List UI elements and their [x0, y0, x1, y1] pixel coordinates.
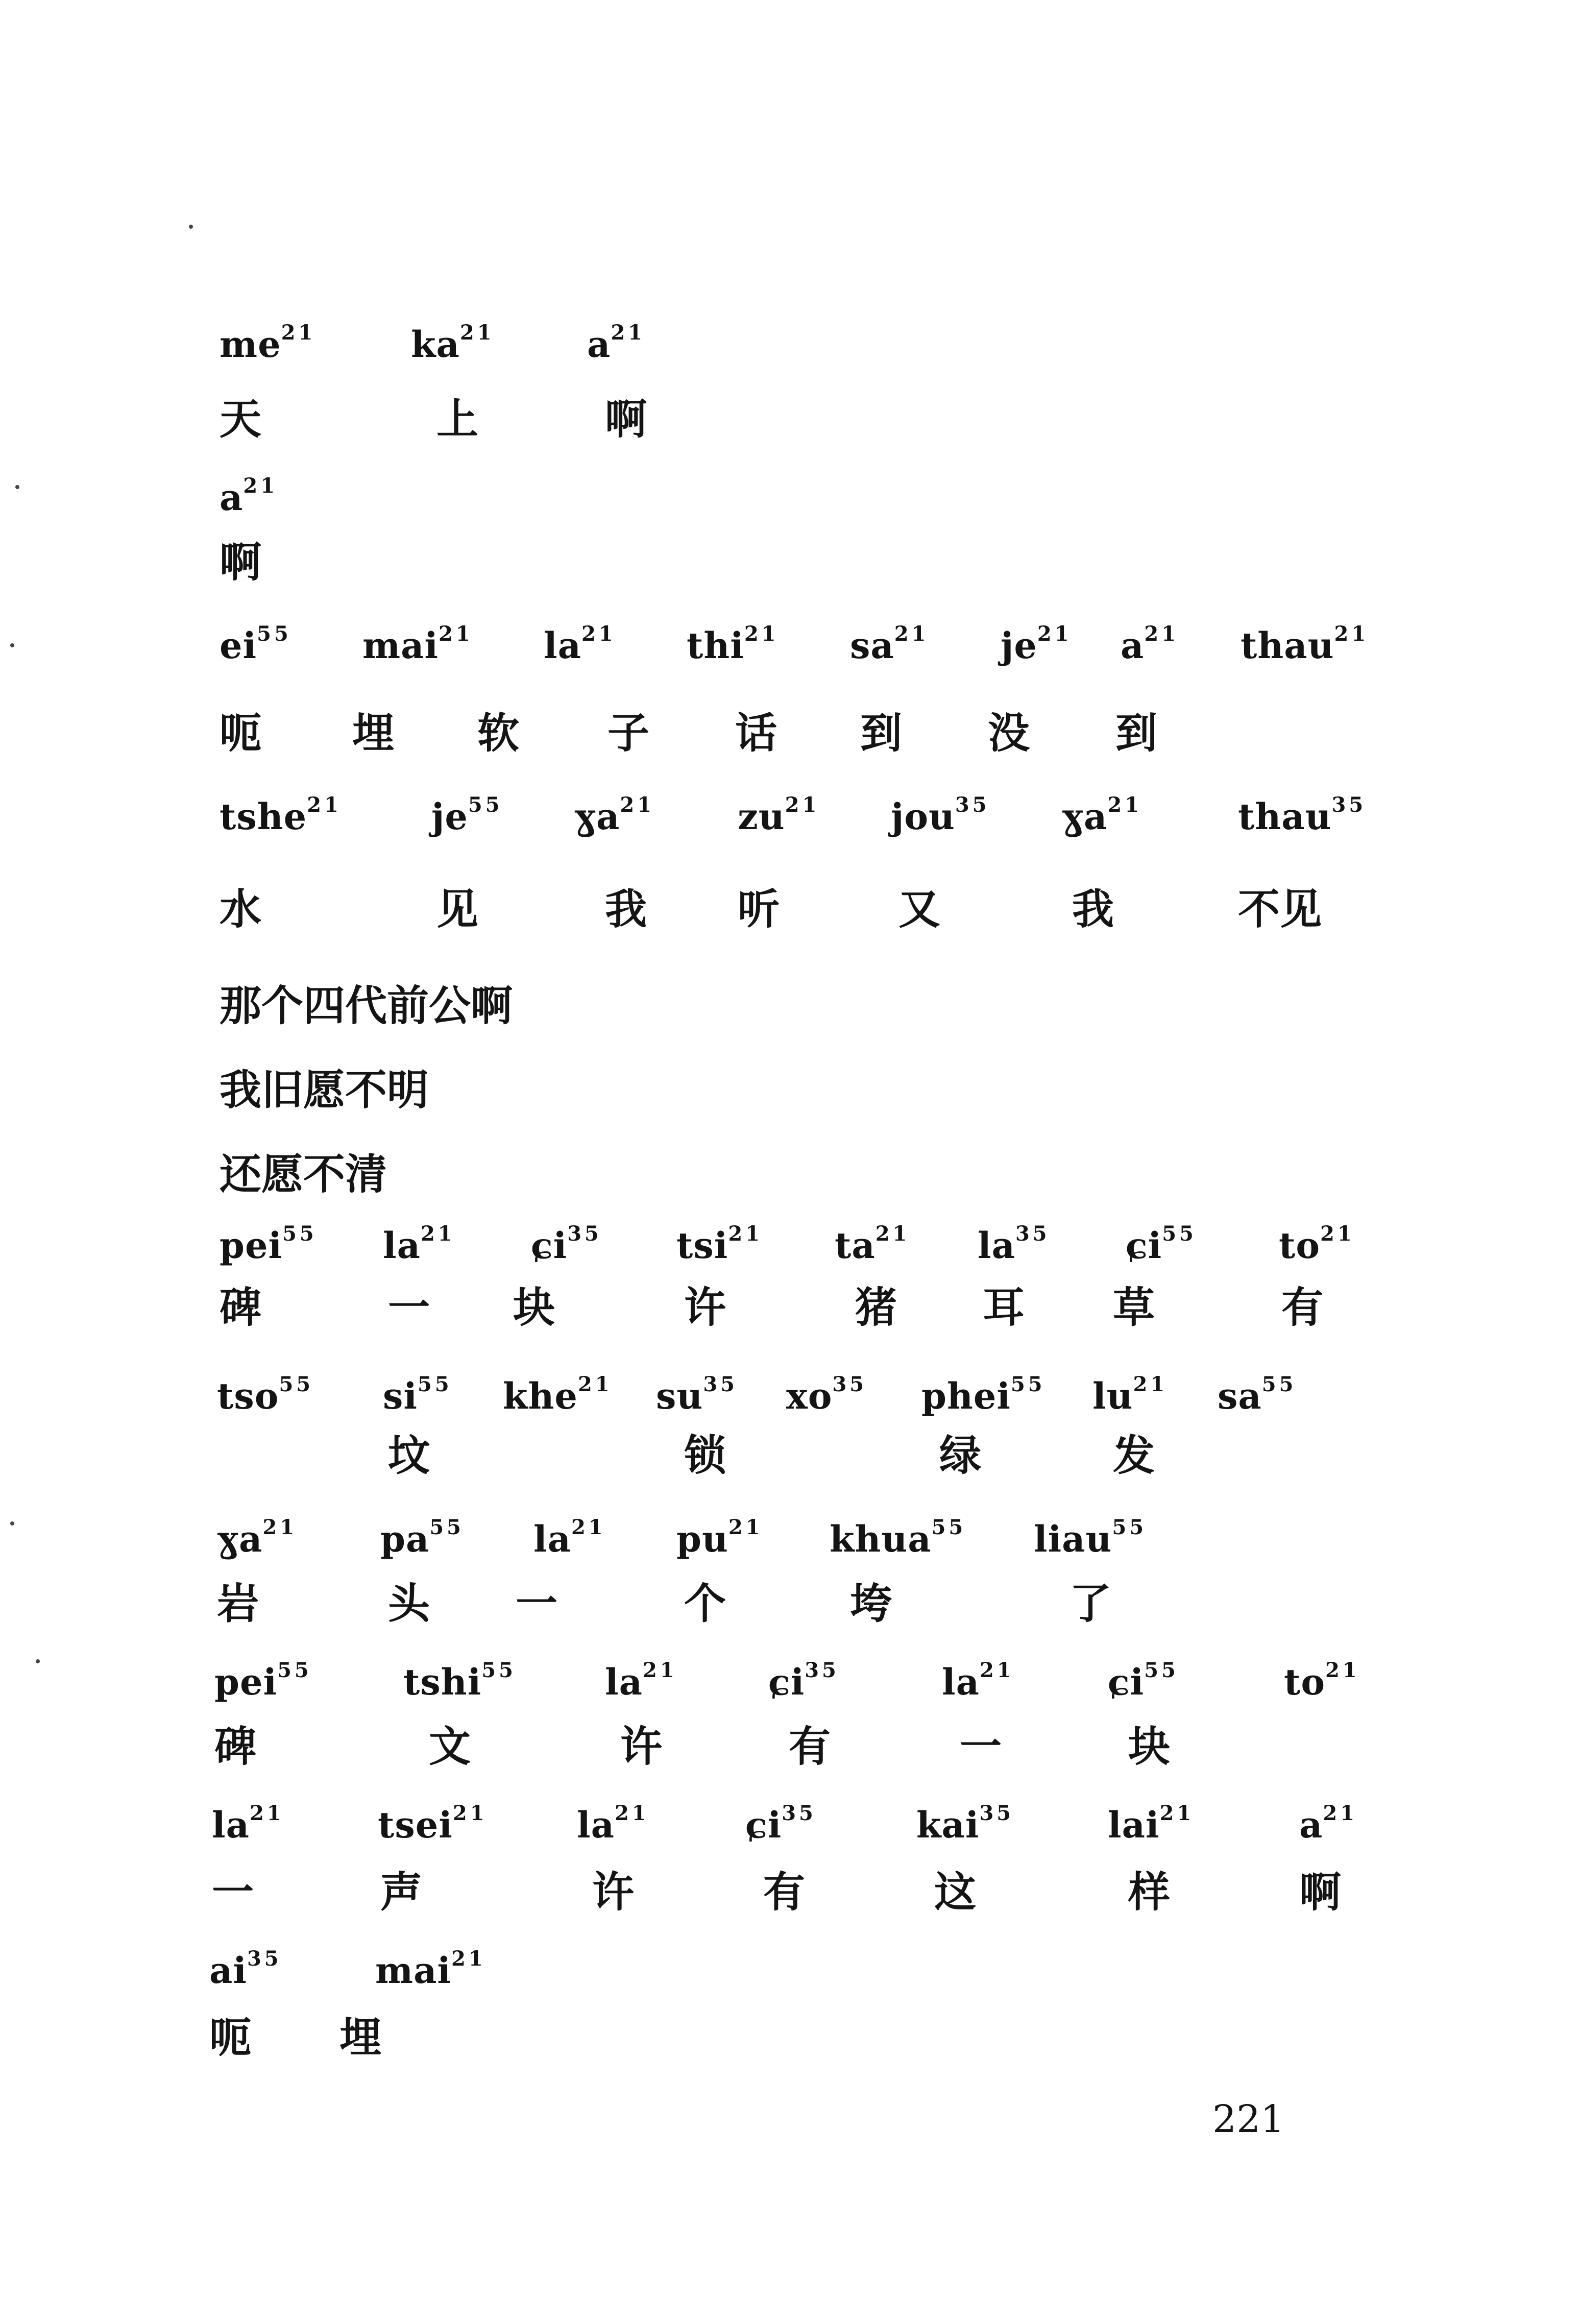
- syllable: pei$^{55}$: [214, 1658, 312, 1703]
- phonetic-line: [0, 1372, 1580, 1435]
- syllable: $ka^{21}$: [411, 321, 495, 366]
- syllable: tsi$^{21}$: [676, 1222, 763, 1267]
- syllable: $la^{21}$: [212, 1801, 284, 1846]
- syllable: $a^{21}$: [587, 321, 646, 366]
- syllable: kai$^{35}$: [916, 1801, 1014, 1846]
- phonetic-line: [0, 1947, 1580, 2009]
- gloss-word: 有: [763, 1868, 806, 1917]
- gloss-word: 样: [1128, 1868, 1171, 1917]
- gloss-word: 水: [220, 885, 262, 934]
- gloss-word: 碑: [220, 1283, 262, 1332]
- syllable: pei$^{55}$: [220, 1222, 317, 1267]
- syllable: $to^{21}$: [1284, 1658, 1360, 1703]
- phonetic-line: [0, 1801, 1580, 1863]
- gloss-word: 碑: [214, 1722, 257, 1771]
- gloss-word: 耳: [983, 1283, 1025, 1332]
- syllable: khua$^{55}$: [830, 1515, 966, 1560]
- phonetic-line: [0, 622, 1580, 684]
- gloss-word: 岩: [217, 1579, 259, 1628]
- free-translation-line: 还愿不清: [220, 1150, 387, 1199]
- syllable: $la^{21}$: [544, 622, 616, 667]
- gloss-word: 许: [620, 1722, 663, 1771]
- gloss-line: [0, 1868, 1580, 1927]
- gloss-line: [0, 538, 1580, 597]
- syllable: ɕi$^{55}$: [1126, 1222, 1197, 1267]
- gloss-word: 块: [513, 1283, 555, 1332]
- gloss-line: [0, 395, 1580, 454]
- page-number: 221: [1212, 2097, 1285, 2141]
- gloss-word: 绿: [939, 1431, 982, 1480]
- syllable: $sa^{21}$: [850, 622, 929, 667]
- phonetic-line: [0, 1222, 1580, 1284]
- syllable: $sa^{55}$: [1218, 1372, 1297, 1417]
- syllable: mai$^{21}$: [362, 622, 473, 667]
- gloss-word: 呃: [220, 709, 262, 758]
- gloss-word: 啊: [220, 538, 262, 587]
- syllable: $su^{35}$: [656, 1372, 738, 1417]
- gloss-word: 发: [1113, 1431, 1155, 1480]
- syllable: $a^{21}$: [1299, 1801, 1358, 1846]
- gloss-word: 声: [380, 1868, 423, 1917]
- syllable: $xo^{35}$: [786, 1372, 867, 1417]
- syllable: $to^{21}$: [1279, 1222, 1355, 1267]
- syllable: $a^{21}$: [1121, 622, 1179, 667]
- gloss-word: 到: [1115, 709, 1158, 758]
- syllable: $ta^{21}$: [835, 1222, 910, 1267]
- syllable: thau$^{21}$: [1241, 622, 1369, 667]
- syllable: $la^{21}$: [383, 1222, 455, 1267]
- syllable: tso$^{55}$: [217, 1372, 314, 1417]
- syllable: khe$^{21}$: [503, 1372, 613, 1417]
- phonetic-line: [0, 474, 1580, 536]
- phonetic-line: [0, 1658, 1580, 1721]
- syllable: phei$^{55}$: [921, 1372, 1046, 1417]
- gloss-line: [0, 1579, 1580, 1639]
- syllable: thi$^{21}$: [687, 622, 779, 667]
- gloss-line: [0, 2013, 1580, 2073]
- gloss-word: 子: [607, 709, 650, 758]
- syllable: $zu^{21}$: [738, 793, 820, 838]
- syllable: $pu^{21}$: [676, 1515, 763, 1560]
- gloss-word: 了: [1069, 1579, 1112, 1628]
- syllable: $si^{55}$: [383, 1372, 452, 1417]
- syllable: tsei$^{21}$: [378, 1801, 488, 1846]
- gloss-word: 猪: [855, 1283, 897, 1332]
- gloss-word: 啊: [1299, 1868, 1342, 1917]
- syllable: ɣa$^{21}$: [217, 1515, 298, 1560]
- syllable: $pa^{55}$: [380, 1515, 464, 1560]
- syllable: $ai^{35}$: [209, 1947, 282, 1992]
- gloss-word: 听: [738, 885, 780, 934]
- syllable: mai$^{21}$: [375, 1947, 486, 1992]
- syllable: $la^{35}$: [978, 1222, 1050, 1267]
- scan-speck: [36, 1659, 40, 1663]
- gloss-word: 一: [212, 1868, 254, 1917]
- gloss-word: 软: [477, 709, 520, 758]
- syllable: $lu^{21}$: [1092, 1372, 1168, 1417]
- gloss-line: [0, 709, 1580, 768]
- syllable: ɕi$^{35}$: [745, 1801, 816, 1846]
- syllable: tshe$^{21}$: [220, 793, 342, 838]
- gloss-word: 我: [605, 885, 647, 934]
- gloss-line: [0, 1431, 1580, 1491]
- scan-speck: [10, 1521, 14, 1526]
- scan-speck: [15, 485, 19, 489]
- gloss-word: 个: [684, 1579, 726, 1628]
- syllable: $je^{55}$: [431, 793, 503, 838]
- gloss-line: [0, 1722, 1580, 1782]
- gloss-word: 话: [735, 709, 777, 758]
- gloss-word: 坟: [388, 1431, 430, 1480]
- syllable: $a^{21}$: [220, 474, 278, 519]
- syllable: $la^{21}$: [533, 1515, 606, 1560]
- gloss-line: [0, 885, 1580, 945]
- syllable: $la^{21}$: [605, 1658, 677, 1703]
- syllable: lai$^{21}$: [1108, 1801, 1195, 1846]
- syllable: jou$^{35}$: [891, 793, 990, 838]
- gloss-word: 一: [388, 1283, 430, 1332]
- gloss-word: 这: [934, 1868, 977, 1917]
- syllable: $me^{21}$: [220, 321, 316, 366]
- gloss-word: 块: [1128, 1722, 1171, 1771]
- gloss-word: 我: [1072, 885, 1114, 934]
- gloss-word: 啊: [605, 395, 647, 444]
- gloss-word: 一: [960, 1722, 1002, 1771]
- syllable: tshi$^{55}$: [403, 1658, 516, 1703]
- syllable: $la^{21}$: [942, 1658, 1014, 1703]
- gloss-word: 埋: [352, 709, 395, 758]
- free-translation-line: 那个四代前公啊: [220, 981, 513, 1030]
- scan-speck: [189, 225, 193, 229]
- phonetic-line: [0, 321, 1580, 383]
- gloss-line: [0, 1283, 1580, 1343]
- syllable: $ei^{55}$: [220, 622, 291, 667]
- syllable: ɣa$^{21}$: [574, 793, 655, 838]
- gloss-word: 不见: [1238, 885, 1322, 934]
- gloss-word: 有: [789, 1722, 831, 1771]
- gloss-word: 锁: [684, 1431, 726, 1480]
- gloss-word: 见: [436, 885, 479, 934]
- syllable: liau$^{55}$: [1034, 1515, 1147, 1560]
- gloss-word: 文: [429, 1722, 471, 1771]
- gloss-word: 有: [1281, 1283, 1324, 1332]
- gloss-word: 草: [1113, 1283, 1155, 1332]
- gloss-word: 没: [988, 709, 1030, 758]
- gloss-word: 到: [860, 709, 903, 758]
- gloss-word: 又: [898, 885, 941, 934]
- phonetic-line: [0, 1515, 1580, 1578]
- syllable: thau$^{35}$: [1238, 793, 1367, 838]
- gloss-word: 呃: [209, 2013, 252, 2062]
- scan-speck: [10, 643, 14, 647]
- gloss-word: 一: [516, 1579, 558, 1628]
- syllable: ɕi$^{55}$: [1108, 1658, 1179, 1703]
- gloss-word: 天: [220, 395, 262, 444]
- gloss-word: 头: [388, 1579, 430, 1628]
- gloss-word: 许: [684, 1283, 726, 1332]
- syllable: ɣa$^{21}$: [1062, 793, 1143, 838]
- syllable: ɕi$^{35}$: [531, 1222, 602, 1267]
- gloss-word: 许: [592, 1868, 635, 1917]
- syllable: $je^{21}$: [1001, 622, 1072, 667]
- phonetic-line: [0, 793, 1580, 855]
- syllable: $la^{21}$: [577, 1801, 649, 1846]
- free-translation-line: 我旧愿不明: [220, 1066, 429, 1115]
- gloss-word: 垮: [850, 1579, 892, 1628]
- gloss-word: 上: [436, 395, 479, 444]
- gloss-word: 埋: [339, 2013, 382, 2062]
- syllable: ɕi$^{35}$: [768, 1658, 839, 1703]
